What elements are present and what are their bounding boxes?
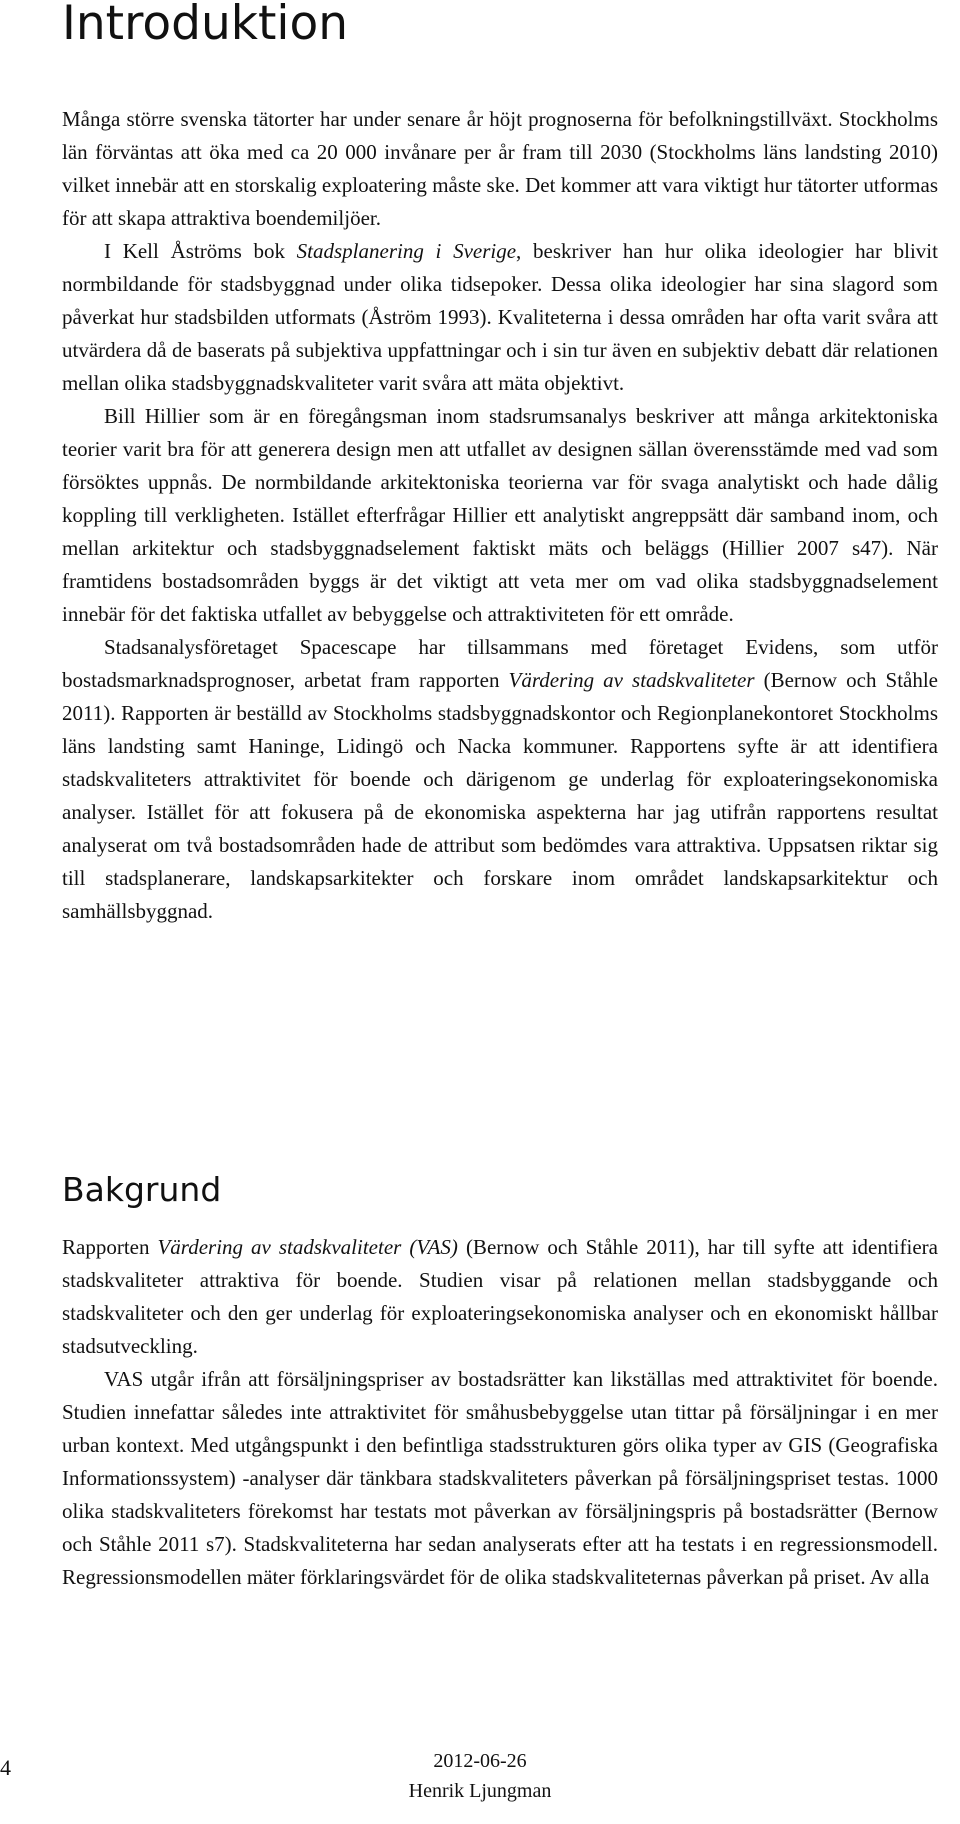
intro-p4-text-pre: Stadsanalysföretaget Spacescape har tillsammans med företaget Evidens, som utför bostadsmarknadsprognoser, arbetat fram rapporten <box>62 635 938 692</box>
bg-p1-text-post: (Bernow och Ståhle 2011), har till syfte att identifiera stadskvaliteter attraktiva för boende. Studien visar på relationen mellan stadsbyggande och stadskvaliteter och den ger underlag för exploateringsekonomiska analyser och en ekonomiskt hållbar stadsutveckling. <box>62 1235 938 1358</box>
intro-p4-text-post: (Bernow och Ståhle 2011). Rapporten är beställd av Stockholms stadsbyggnadskontor och Regionplanekontoret Stockholms läns landsting samt Haninge, Lidingö och Nacka kommuner. Rapportens syfte är att identifiera stadskvaliteters attraktivitet för boende och därigenom ge underlag för exploateringsekonomiska analyser. Istället för att fokusera på de ekonomiska aspekterna har jag utifrån rapportens resultat analyserat om två bostadsområden hade de attribut som bedömdes vara attraktiva. Uppsatsen riktar sig till stadsplanerare, landskapsarkitekter och forskare inom området landskapsarkitektur och samhällsbyggnad. <box>62 668 939 923</box>
intro-paragraph-3: Bill Hillier som är en föregångsman inom stadsrumsanalys beskriver att många arkitektoniska teorier varit bra för att generera design men att utfallet av designen sällan överensstämde med vad som försöktes uppnås. De normbildande arkitektoniska teorierna var för svaga analytiskt och hade dålig koppling till verkligheten. Istället efterfrågar Hillier ett analytiskt angreppsätt där samband inom, och mellan arkitektur och stadsbyggnadselement faktiskt mäts och beläggs (Hillier 2007 s47). När framtidens bostadsområden byggs är det viktigt att veta mer om vad olika stadsbyggnadselement innebär för det faktiska utfallet av bebyggelse och attraktiviteten för ett område. <box>62 404 938 626</box>
footer-date: 2012-06-26 <box>433 1750 527 1772</box>
background-paragraph-2: VAS utgår ifrån att försäljningspriser av bostadsrätter kan likställas med attraktivitet för boende. Studien innefattar således inte attraktivitet för småhusbebyggelse utan tittar på försäljningar i en mer urban kontext. Med utgångspunkt i den befintliga stadsstrukturen görs olika typer av GIS (Geografiska Informationssystem) -analyser där tänkbara stadskvaliteters påverkan på försäljningspriset testas. 1000 olika stadskvaliteters förekomst har testats mot påverkan av försäljningspris på bostadsrätter (Bernow och Ståhle 2011 s7). Stadskvaliteterna har sedan analyserats efter att ha testats i en regressionsmodell. Regressionsmodellen mäter förklaringsvärdet för de olika stadskvaliteternas påverkan på priset. Av alla <box>62 1367 938 1589</box>
page-number: 4 <box>0 1755 11 1780</box>
intro-paragraph-4 <box>62 631 938 928</box>
report-title: Värdering av stadskvaliteter <box>508 668 755 692</box>
section-heading-bakgrund: Bakgrund <box>62 1170 222 1209</box>
intro-p2-text-pre: I Kell Åströms bok <box>104 239 297 263</box>
footer-author: Henrik Ljungman <box>408 1780 552 1802</box>
intro-p2-text-post: , beskriver han hur olika ideologier har blivit normbildande för stadsbyggnad under olika tidsepoker. Dessa olika ideologier har sina slagord som påverkat hur stadsbilden utformats (Åström 1993). Kvaliteterna i dessa områden har ofta varit svåra att utvärdera då de baserats på subjektiva uppfattningar och i sin tur även en subjektiv debatt där relationen mellan olika stadsbyggnadskvaliteter varit svåra att mäta objektivt. <box>62 239 938 395</box>
book-title: Stadsplanering i Sverige <box>296 239 517 263</box>
intro-section <box>62 103 938 928</box>
background-section <box>62 1231 938 1594</box>
intro-paragraph-1: Många större svenska tätorter har under senare år höjt prognoserna för befolkningstillväxt. Stockholms län förväntas att öka med ca 20 000 invånare per år fram till 2030 (Stockholms läns landsting 2010) vilket innebär att en storskalig exploatering måste ske. Det kommer att vara viktigt hur tätorter utformas för att skapa attraktiva boendemiljöer. <box>62 107 938 230</box>
intro-paragraph-2 <box>62 235 938 400</box>
bg-p1-text-pre: Rapporten <box>62 1235 158 1259</box>
page-title: Introduktion <box>62 0 348 51</box>
report-title-vas: Värdering av stadskvaliteter (VAS) <box>157 1235 458 1259</box>
background-paragraph-1 <box>62 1231 938 1363</box>
